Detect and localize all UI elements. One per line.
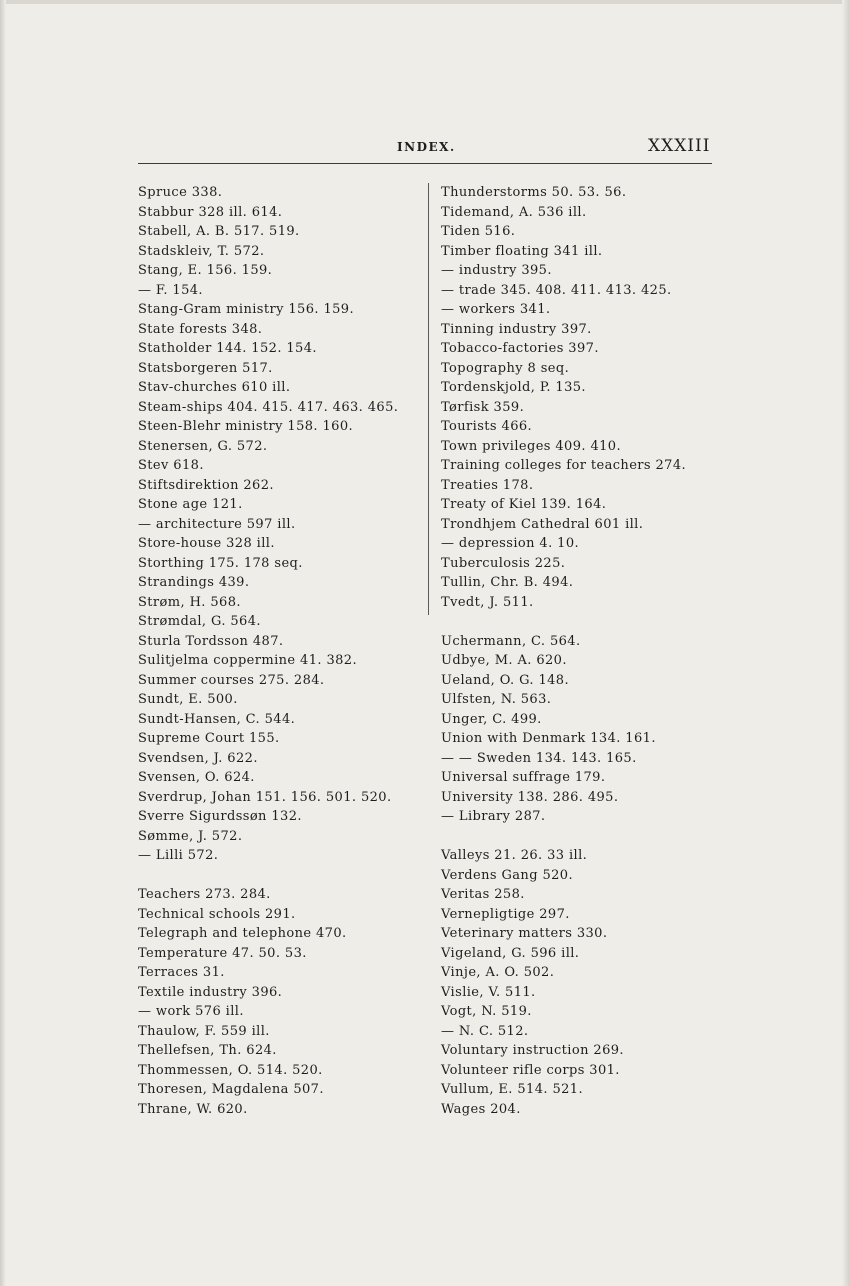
index-entry: Tidemand, A. 536 ill. <box>441 204 587 220</box>
index-entry: Svensen, O. 624. <box>138 770 255 785</box>
index-entry: Sømme, J. 572. <box>138 828 243 844</box>
index-entry: Ulfsten, N. 563. <box>441 692 552 707</box>
index-entry: Storthing 175. 178 seq. <box>138 555 303 571</box>
index-entry: Tobacco-factories 397. <box>441 341 599 356</box>
index-entry: Verdens Gang 520. <box>441 867 574 883</box>
group-gap <box>441 612 731 632</box>
index-entry: Tuberculosis 225. <box>441 555 566 571</box>
index-group-v <box>441 846 731 1119</box>
index-entry: Sundt, E. 500. <box>138 692 238 707</box>
index-entry: Tørfisk 359. <box>441 399 525 415</box>
index-entry: Stav-churches 610 ill. <box>138 380 291 395</box>
index-entry: Technical schools 291. <box>138 906 296 922</box>
index-entry: Topography 8 seq. <box>441 360 570 376</box>
index-entry: Strøm, H. 568. <box>138 594 241 610</box>
index-entry: Sundt-Hansen, C. 544. <box>138 711 296 727</box>
index-entry: Stadskleiv, T. 572. <box>138 243 265 259</box>
index-entry: Training colleges for teachers 274. <box>441 458 687 473</box>
index-entry: Ueland, O. G. 148. <box>441 672 570 688</box>
page-edge-right <box>842 0 850 1286</box>
index-group-u <box>441 632 731 827</box>
index-entry: Stone age 121. <box>138 497 243 512</box>
index-entry: Textile industry 396. <box>138 984 283 1000</box>
index-entry: — Lilli 572. <box>138 848 219 863</box>
index-entry: Thunderstorms 50. 53. 56. <box>441 185 627 200</box>
index-entry: — industry 395. <box>441 263 552 278</box>
index-entry: University 138. 286. 495. <box>441 789 619 805</box>
index-entry: — F. 154. <box>138 282 203 298</box>
index-entry: Statsborgeren 517. <box>138 360 273 376</box>
index-entry: Tvedt, J. 511. <box>441 594 534 610</box>
column-divider <box>428 183 429 615</box>
index-entry: Strømdal, G. 564. <box>138 614 261 629</box>
header-rule <box>138 163 712 164</box>
running-header-title: INDEX. <box>397 140 456 154</box>
index-entry: — depression 4. 10. <box>441 536 580 551</box>
index-entry: — — Sweden 134. 143. 165. <box>441 750 637 766</box>
index-entry: Steen-Blehr ministry 158. 160. <box>138 419 354 434</box>
index-entry: Teachers 273. 284. <box>138 887 271 902</box>
group-gap <box>441 827 731 847</box>
index-group-t-cont <box>441 183 731 612</box>
index-entry: — workers 341. <box>441 302 551 317</box>
index-entry: Tourists 466. <box>441 419 533 434</box>
index-entry: Vinje, A. O. 502. <box>441 965 555 980</box>
index-entry: Telegraph and telephone 470. <box>138 926 347 941</box>
index-entry: Voluntary instruction 269. <box>441 1043 624 1058</box>
index-entry: Temperature 47. 50. 53. <box>138 945 307 961</box>
index-entry: Thommessen, O. 514. 520. <box>138 1062 323 1078</box>
index-entry: Tordenskjold, P. 135. <box>441 380 586 395</box>
index-group-s <box>138 183 423 866</box>
index-entry: — Library 287. <box>441 809 546 824</box>
index-entry: Trondhjem Cathedral 601 ill. <box>441 516 644 532</box>
index-entry: Stang-Gram ministry 156. 159. <box>138 302 355 317</box>
index-entry: Steam-ships 404. 415. 417. 463. 465. <box>138 399 399 415</box>
index-entry: Svendsen, J. 622. <box>138 750 258 766</box>
index-entry: Strandings 439. <box>138 575 250 590</box>
index-entry: Vigeland, G. 596 ill. <box>441 945 580 961</box>
index-entry: Stang, E. 156. 159. <box>138 263 273 278</box>
index-entry: Spruce 338. <box>138 185 223 200</box>
index-entry: Treaty of Kiel 139. 164. <box>441 497 607 512</box>
index-entry: Udbye, M. A. 620. <box>441 653 567 668</box>
index-entry: Stenersen, G. 572. <box>138 438 268 454</box>
index-entry: Vislie, V. 511. <box>441 984 536 1000</box>
index-entry: Stev 618. <box>138 458 204 473</box>
page-number: XXXIII <box>648 136 711 156</box>
index-entry: Summer courses 275. 284. <box>138 672 325 688</box>
index-entry: — trade 345. 408. 411. 413. 425. <box>441 282 672 298</box>
index-entry: Thellefsen, Th. 624. <box>138 1043 277 1058</box>
index-entry: Veritas 258. <box>441 887 525 902</box>
index-entry: Wages 204. <box>441 1101 521 1117</box>
index-entry: Unger, C. 499. <box>441 711 542 727</box>
index-entry: Valleys 21. 26. 33 ill. <box>441 848 588 863</box>
index-entry: Tiden 516. <box>441 224 516 239</box>
index-entry: Thaulow, F. 559 ill. <box>138 1023 270 1039</box>
index-entry: Vernepligtige 297. <box>441 906 570 922</box>
index-entry: — work 576 ill. <box>138 1004 244 1019</box>
index-entry: Sulitjelma coppermine 41. 382. <box>138 653 358 668</box>
index-entry: Statholder 144. 152. 154. <box>138 341 317 356</box>
index-entry: Timber floating 341 ill. <box>441 243 603 259</box>
index-entry: Tinning industry 397. <box>441 321 592 337</box>
index-entry: Stabbur 328 ill. 614. <box>138 204 283 220</box>
index-entry: Universal suffrage 179. <box>441 770 606 785</box>
index-entry: Stabell, A. B. 517. 519. <box>138 224 300 239</box>
index-entry: Supreme Court 155. <box>138 731 280 746</box>
index-entry: Store-house 328 ill. <box>138 536 275 551</box>
index-column-right <box>441 183 731 1119</box>
index-entry: Sturla Tordsson 487. <box>138 633 284 649</box>
index-entry: Treaties 178. <box>441 477 534 493</box>
index-entry: Union with Denmark 134. 161. <box>441 731 656 746</box>
index-entry: — architecture 597 ill. <box>138 516 296 532</box>
index-column-left <box>138 183 423 1119</box>
index-entry: Thoresen, Magdalena 507. <box>138 1082 324 1097</box>
index-entry: Thrane, W. 620. <box>138 1101 248 1117</box>
index-entry: Tullin, Chr. B. 494. <box>441 575 574 590</box>
group-gap <box>138 866 423 886</box>
index-entry: Veterinary matters 330. <box>441 926 608 941</box>
index-entry: — N. C. 512. <box>441 1023 529 1039</box>
index-group-t <box>138 885 423 1119</box>
index-entry: Sverre Sigurdssøn 132. <box>138 809 302 824</box>
page-edge-left <box>0 0 6 1286</box>
index-entry: Terraces 31. <box>138 965 225 980</box>
index-entry: Town privileges 409. 410. <box>441 438 622 454</box>
index-entry: Vullum, E. 514. 521. <box>441 1082 583 1097</box>
index-entry: Stiftsdirektion 262. <box>138 477 274 493</box>
index-entry: Sverdrup, Johan 151. 156. 501. 520. <box>138 789 392 805</box>
index-entry: State forests 348. <box>138 321 263 337</box>
index-entry: Uchermann, C. 564. <box>441 633 581 649</box>
index-entry: Vogt, N. 519. <box>441 1004 532 1019</box>
index-entry: Volunteer rifle corps 301. <box>441 1062 620 1078</box>
page-edge-top <box>0 0 850 4</box>
